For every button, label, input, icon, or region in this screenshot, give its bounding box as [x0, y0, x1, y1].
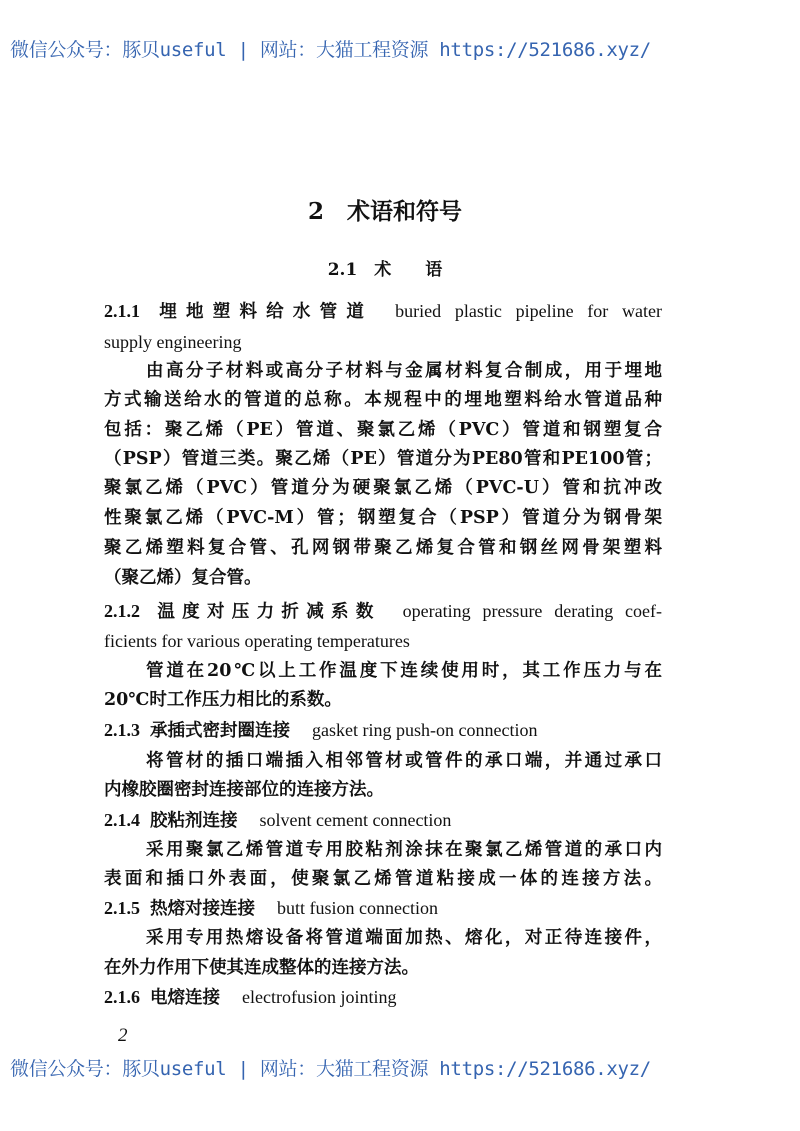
term-en: butt fusion connection — [277, 898, 438, 918]
chapter-title: 2 术语和符号 — [307, 198, 462, 225]
term-number: 2.1.6 — [104, 987, 140, 1007]
term-heading — [104, 986, 662, 1009]
body-line: 方式输送给水的管道的总称。本规程中的埋地塑料给水管道品种 — [104, 390, 662, 410]
body-line: 聚乙烯塑料复合管、孔网钢带聚乙烯复合管和钢丝网骨架塑料 — [104, 538, 662, 558]
body-line: 在外力作用下使其连成整体的连接方法。 — [104, 958, 419, 978]
term-cn: 胶粘剂连接 — [150, 811, 238, 831]
body-line: 采用聚氯乙烯管道专用胶粘剂涂抹在聚氯乙烯管道的承口内 — [146, 840, 662, 860]
body-line: （PSP）管道三类。聚乙烯（PE）管道分为PE80管和PE100管； — [104, 449, 662, 469]
term-en: solvent cement connection — [259, 810, 452, 830]
term-number: 2.1.3 — [104, 720, 140, 740]
term-en: gasket ring push-on connection — [312, 720, 538, 740]
term-heading — [104, 809, 662, 832]
term-heading — [104, 300, 662, 323]
term-number: 2.1.4 — [104, 810, 140, 830]
body-line: 由高分子材料或高分子材料与金属材料复合制成，用于埋地 — [146, 361, 662, 381]
term-en: electrofusion jointing — [242, 987, 397, 1007]
term-en-cont: supply engineering — [104, 332, 242, 352]
term-number: 2.1.1 — [104, 301, 140, 321]
body-line: 内橡胶圈密封连接部位的连接方法。 — [104, 780, 384, 800]
term-cn: 埋地塑料给水管道 — [150, 302, 374, 322]
body-line: 包括：聚乙烯（PE）管道、聚氯乙烯（PVC）管道和钢塑复合 — [104, 420, 662, 440]
body-line: 20℃时工作压力相比的系数。 — [104, 690, 342, 710]
term-number: 2.1.5 — [104, 898, 140, 918]
body-line: 表面和插口外表面，使聚氯乙烯管道粘接成一体的连接方法。 — [104, 869, 662, 889]
term-cn: 承插式密封圈连接 — [150, 721, 290, 741]
page-number: 2 — [118, 1025, 128, 1046]
body-line: 采用专用热熔设备将管道端面加热、熔化，对正待连接件， — [146, 928, 662, 948]
term-en-cont: ficients for various operating temperatures — [104, 631, 410, 651]
body-line: 管道在20℃以上工作温度下连续使用时，其工作压力与在 — [146, 661, 662, 681]
section-title: 2.1 术 语 — [327, 260, 443, 280]
body-line: （聚乙烯）复合管。 — [104, 568, 262, 588]
term-heading — [104, 897, 662, 920]
term-en: buried plastic pipeline for water — [395, 301, 663, 321]
watermark-bottom: 微信公众号：豚贝useful | 网站：大猫工程资源 https://521686.xyz/ — [10, 1058, 651, 1080]
body-line: 性聚氯乙烯（PVC-M）管；钢塑复合（PSP）管道分为钢骨架 — [104, 508, 662, 528]
watermark-top: 微信公众号：豚贝useful | 网站：大猫工程资源 https://521686.xyz/ — [10, 39, 651, 61]
body-line: 聚氯乙烯（PVC）管道分为硬聚氯乙烯（PVC-U）管和抗冲改 — [104, 478, 662, 498]
term-number: 2.1.2 — [104, 601, 140, 621]
term-heading — [104, 719, 662, 742]
term-en: operating pressure derating coef- — [402, 601, 662, 621]
body-line: 将管材的插口端插入相邻管材或管件的承口端，并通过承口 — [146, 751, 662, 771]
term-heading — [104, 600, 662, 623]
term-cn: 电熔连接 — [150, 988, 220, 1008]
term-cn: 热熔对接连接 — [150, 899, 255, 919]
term-cn: 温度对压力折减系数 — [150, 602, 381, 622]
